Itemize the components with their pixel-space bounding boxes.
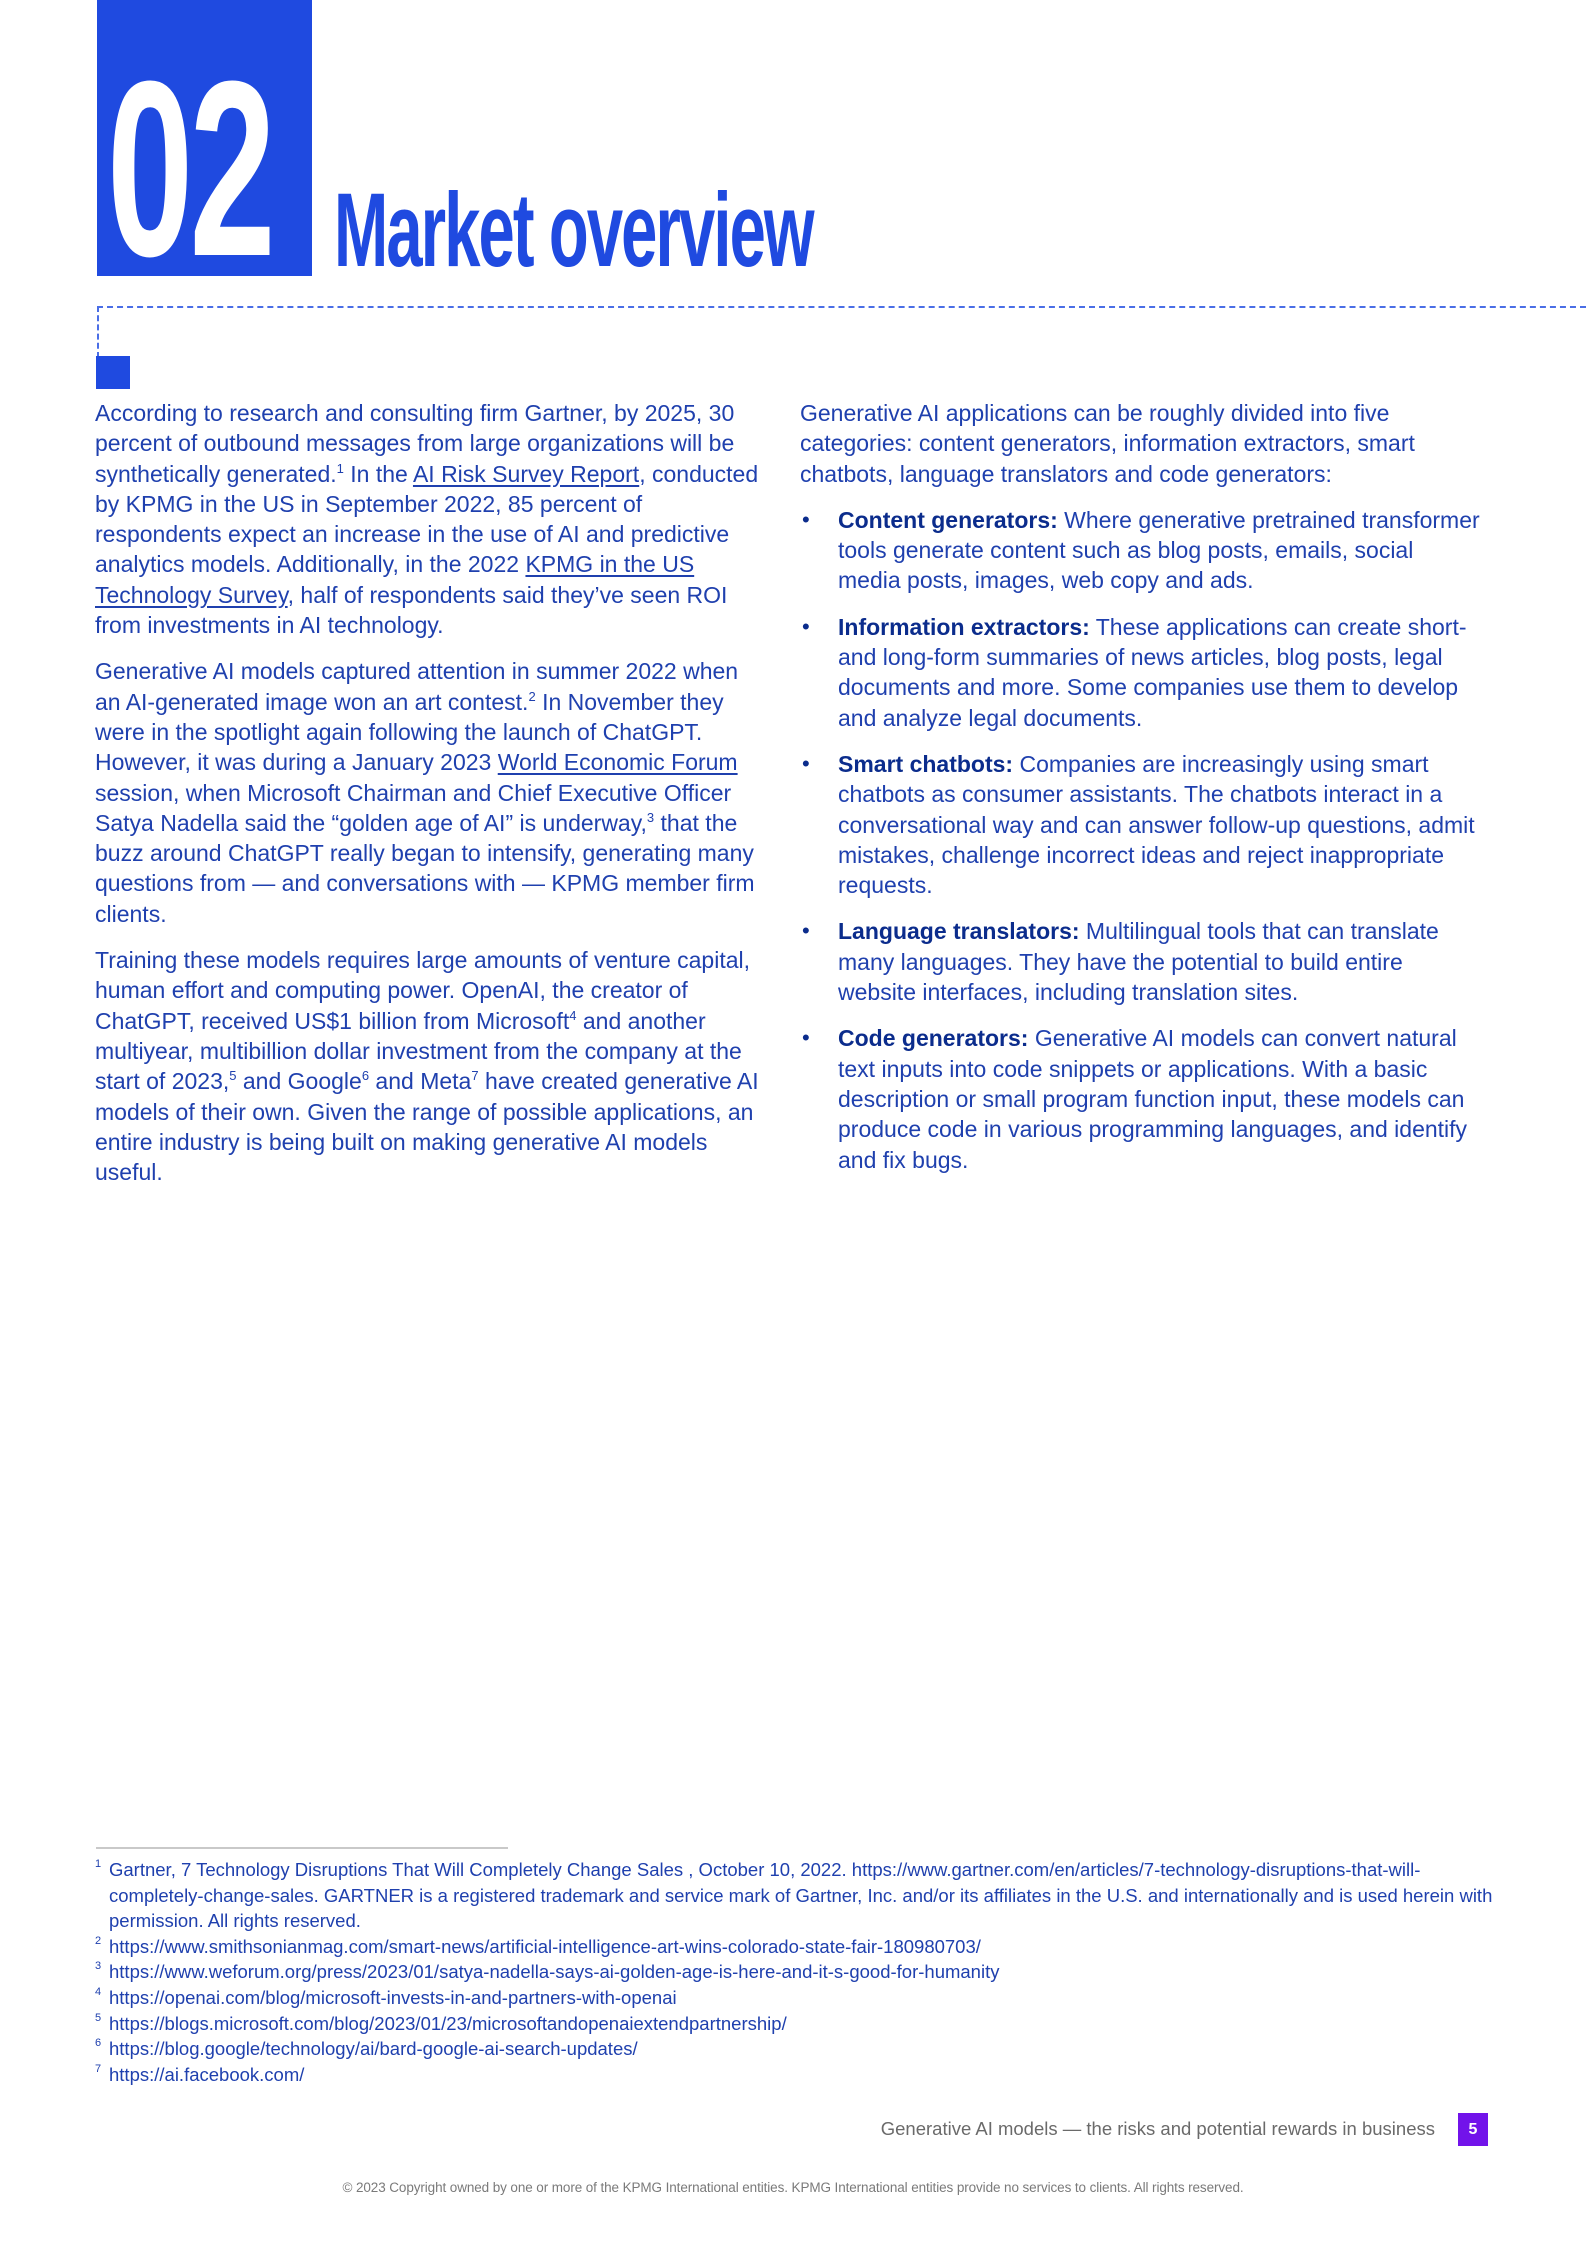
footnote-4 [95, 1985, 1495, 2011]
footnote-5 [95, 2011, 1495, 2037]
bullet-icon: • [802, 613, 810, 639]
footnote-number: 6 [95, 2037, 102, 2050]
categories-list [800, 505, 1480, 1175]
text: In the [343, 460, 413, 487]
list-item-content-generators [800, 505, 1480, 596]
footnote-link[interactable]: https://ai.facebook.com/ [109, 2063, 305, 2085]
text: that the buzz around ChatGPT really began to intensify, generating many questions from — and conversations with — KPMG member firm clients. [95, 809, 755, 927]
footnote-ref-3[interactable]: 3 [646, 809, 655, 825]
text: According to research and consulting firm Gartner, by 2025, 30 percent of outbound messages from large organizations will be synthetically generated. [95, 400, 735, 487]
dashed-divider-vertical [97, 306, 99, 358]
item-term: Information extractors: [838, 613, 1090, 640]
footnote-ref-7[interactable]: 7 [471, 1068, 479, 1084]
item-term: Smart chatbots: [838, 750, 1014, 777]
footnote-6 [95, 2036, 1495, 2062]
footnote-number: 1 [95, 1858, 102, 1870]
item-text: Multilingual tools that can translate many languages. They have the potential to build entire website interfaces, including translation sites. [838, 918, 1439, 1006]
paragraph-3 [95, 945, 765, 1187]
copyright-notice: © 2023 Copyright owned by one or more of the KPMG International entities. KPMG International entities provide no services to clients. All rights reserved. [342, 2180, 1244, 2195]
footnote-number: 2 [95, 1934, 102, 1947]
left-column [95, 398, 765, 1203]
footnote-link[interactable]: https://www.weforum.org/press/2023/01/satya-nadella-says-ai-golden-age-is-here-and-it-s-good-for-humanity [109, 1961, 1000, 1983]
list-item-smart-chatbots [800, 749, 1480, 900]
item-text: These applications can create short- and long-form summaries of news articles, blog posts, legal documents and more. Some companies use them to develop and analyze legal documents. [838, 613, 1467, 731]
item-term: Content generators: [838, 506, 1058, 533]
dashed-divider-horizontal [97, 306, 1586, 308]
footnote-ref-6[interactable]: 6 [361, 1068, 370, 1084]
categories-intro: Generative AI applications can be roughly divided into five categories: content generators, information extractors, smart chatbots, language translators and code generators: [800, 400, 1415, 487]
footnote-link[interactable]: https://blogs.microsoft.com/blog/2023/01/23/microsoftandopenaiextendpartnership/ [109, 2012, 787, 2034]
bullet-icon: • [802, 750, 810, 776]
text: session, when Microsoft Chairman and Chief Executive Officer Satya Nadella said the “golden age of AI” is underway, [95, 779, 732, 836]
footnote-7 [95, 2062, 1495, 2088]
footnote-ref-2[interactable]: 2 [528, 688, 536, 704]
paragraph-2 [95, 656, 765, 929]
list-item-language-translators [800, 916, 1480, 1007]
text: have created generative AI models of their own. Given the range of possible applications, an entire industry is being built on making generative AI models useful. [95, 1068, 759, 1186]
footnote-2 [95, 1934, 1495, 1960]
footnote-link[interactable]: https://blog.google/technology/ai/bard-google-ai-search-updates/ [109, 2038, 638, 2060]
running-title: Generative AI models — the risks and potential rewards in business [880, 2118, 1435, 2139]
footnote-ref-5[interactable]: 5 [229, 1068, 237, 1084]
paragraph-1 [95, 398, 765, 640]
footnotes [95, 1857, 1495, 2087]
footnote-link[interactable]: https://openai.com/blog/microsoft-invests-in-and-partners-with-openai [109, 1986, 677, 2008]
item-term: Language translators: [838, 918, 1080, 945]
footnote-number: 7 [95, 2062, 102, 2075]
ai-risk-survey-link[interactable]: AI Risk Survey Report [412, 460, 640, 487]
footnote-number: 5 [95, 2011, 102, 2024]
list-item-information-extractors [800, 612, 1480, 733]
footnote-number: 3 [95, 1960, 102, 1973]
item-term: Code generators: [838, 1025, 1029, 1052]
text: and Meta [369, 1068, 472, 1095]
page-title: Market overview [334, 172, 813, 289]
footnote-link[interactable]: https://www.smithsonianmag.com/smart-news/artificial-intelligence-art-wins-colorado-state-fair-180980703/ [109, 1935, 981, 1957]
text: , half of respondents said they’ve seen ROI from investments in AI technology. [95, 581, 728, 639]
item-text: Companies are increasingly using smart chatbots as consumer assistants. The chatbots interact in a conversational way and can answer follow-up questions, admit mistakes, challenge incorrect ideas and reject inappropriate requests. [838, 750, 1475, 899]
text: In November they were in the spotlight again following the launch of ChatGPT. However, it was during a January 2023 [95, 688, 724, 776]
footnote-1 [95, 1857, 1495, 1934]
footnote-3 [95, 1959, 1495, 1985]
technology-survey-link[interactable]: KPMG in the US Technology Survey [95, 551, 695, 608]
footnote-text[interactable]: Gartner, 7 Technology Disruptions That Will Completely Change Sales , October 10, 2022. https://www.gartner.com/en/articles/7-technology-disruptions-that-will-completely-change-sales. GARTNER is a registered trademark and service mark of Gartner, Inc. and/or its affiliates in the U.S. and internationally and is used herein with permission. All rights reserved. [109, 1859, 1493, 1932]
bullet-icon: • [802, 506, 810, 532]
text: and Google [236, 1068, 362, 1095]
footnote-divider [96, 1847, 508, 1849]
text: and another multiyear, multibillion dollar investment from the company at the start of 2023, [95, 1007, 742, 1095]
list-item-code-generators [800, 1023, 1480, 1174]
section-number-block [97, 0, 312, 276]
page-number: 5 [1458, 2113, 1488, 2146]
footnote-ref-4[interactable]: 4 [569, 1007, 577, 1023]
text: Training these models requires large amounts of venture capital, human effort and computing power. OpenAI, the creator of ChatGPT, received US$1 billion from Microsoft [95, 947, 750, 1034]
section-marker-square [96, 356, 130, 389]
text: Generative AI models captured attention in summer 2022 when an AI-generated image won an art contest. [95, 658, 739, 715]
world-economic-forum-link[interactable]: World Economic Forum [497, 749, 738, 776]
item-text: Generative AI models can convert natural text inputs into code snippets or applications. With a basic description or small program function input, these models can produce code in various programming languages, and identify and fix bugs. [838, 1025, 1468, 1173]
item-text: Where generative pretrained transformer tools generate content such as blog posts, emails, social media posts, images, web copy and ads. [838, 506, 1480, 594]
footnote-number: 4 [95, 1985, 102, 1998]
section-number: 02 [107, 29, 272, 276]
bullet-icon: • [802, 918, 810, 944]
bullet-icon: • [802, 1025, 810, 1051]
footnote-ref-1[interactable]: 1 [336, 460, 344, 476]
text: , conducted by KPMG in the US in September 2022, 85 percent of respondents expect an increase in the use of AI and predictive analytics models. Additionally, in the 2022 [95, 460, 759, 578]
right-column [800, 398, 1480, 1191]
